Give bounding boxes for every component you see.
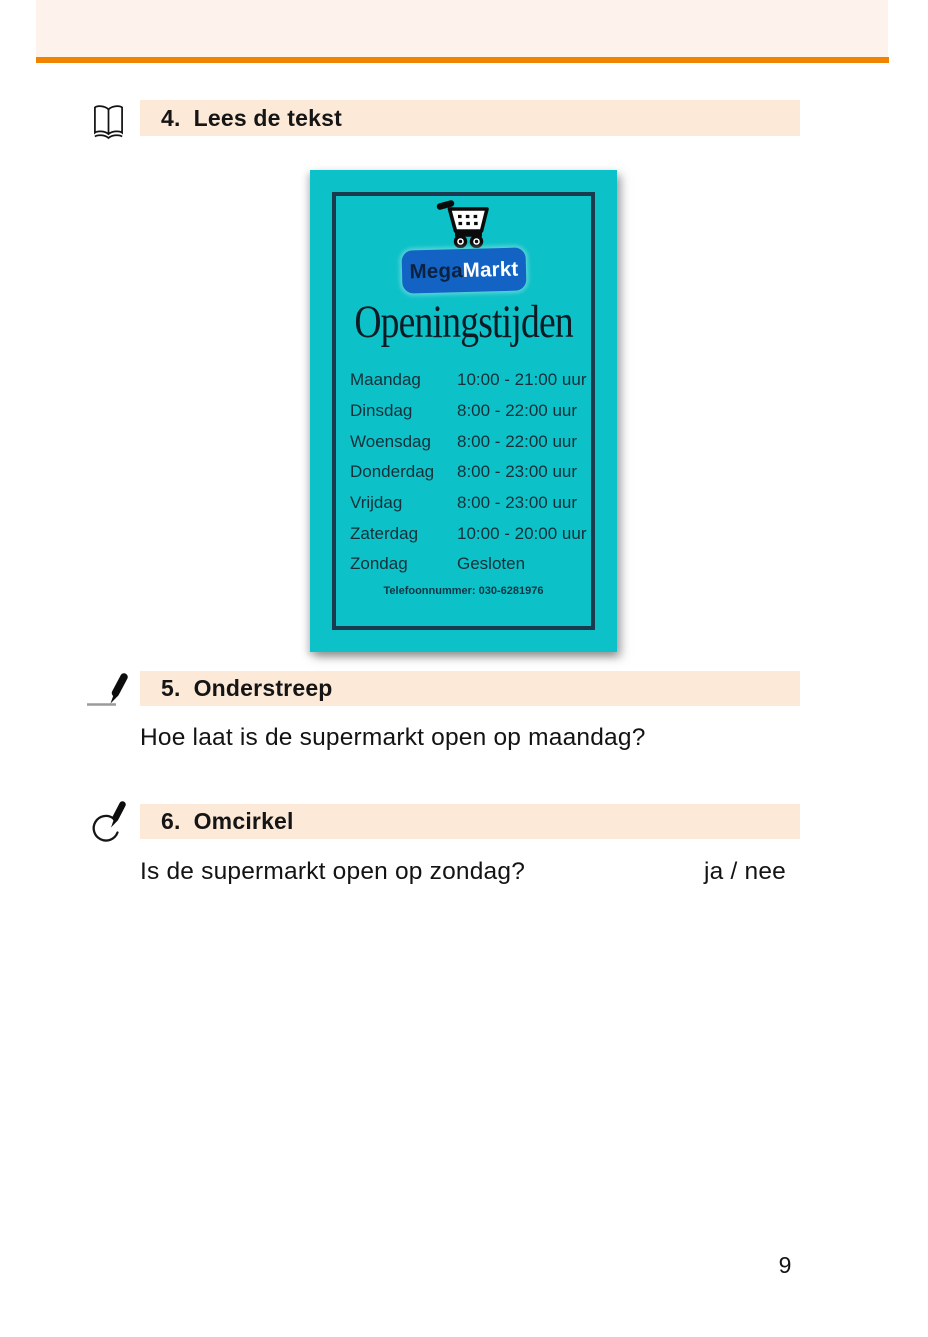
time-value: 8:00 - 23:00 uur	[457, 493, 578, 513]
section-4-number: 4.	[161, 104, 181, 131]
day-label: Zondag	[350, 554, 408, 574]
logo-text-mega: Mega	[408, 258, 463, 283]
day-label: Vrijdag	[350, 493, 403, 513]
shopping-cart-icon	[435, 196, 493, 248]
day-label: Woensdag	[350, 431, 431, 451]
hours-row	[350, 457, 601, 488]
section-4-title: Lees de tekst	[193, 104, 342, 131]
day-label: Maandag	[350, 370, 421, 390]
day-label: Zaterdag	[350, 523, 419, 543]
section-6-number: 6.	[161, 808, 181, 834]
hours-row	[350, 396, 601, 427]
hours-row	[350, 365, 601, 396]
time-value: 8:00 - 22:00 uur	[457, 431, 578, 451]
section-4-header	[140, 100, 800, 136]
logo-text-markt: Markt	[461, 257, 519, 282]
phone-number: Telefoonnummer: 030-6281976	[383, 585, 544, 597]
megamarkt-logo	[401, 247, 526, 293]
poster-title	[310, 297, 617, 349]
hours-table	[350, 365, 601, 580]
question-6-row	[140, 858, 800, 886]
hours-row	[350, 426, 601, 457]
answer-options: ja / nee	[704, 858, 786, 885]
time-value: 10:00 - 20:00 uur	[457, 523, 587, 543]
openingstijden-poster	[310, 170, 617, 652]
section-5-number: 5.	[161, 675, 181, 701]
time-value: 10:00 - 21:00 uur	[457, 370, 587, 390]
day-label: Dinsdag	[350, 401, 413, 421]
day-label: Donderdag	[350, 462, 435, 482]
question-6: Is de supermarkt open op zondag?	[140, 858, 526, 885]
time-value: 8:00 - 22:00 uur	[457, 401, 578, 421]
section-5-title: Onderstreep	[193, 675, 333, 701]
poster-title-text: Openingstijden	[354, 296, 573, 348]
question-5: Hoe laat is de supermarkt open op maandag?	[140, 724, 646, 751]
time-value: 8:00 - 23:00 uur	[457, 462, 578, 482]
section-5-header	[140, 671, 800, 706]
page-number: 9	[778, 1252, 792, 1278]
open-book-icon	[92, 102, 125, 142]
underline-pencil-icon	[85, 671, 131, 709]
header-rule	[36, 57, 889, 63]
hours-row	[350, 518, 601, 549]
hours-row	[350, 488, 601, 519]
hours-row	[350, 549, 601, 580]
header-band	[36, 0, 888, 57]
section-6-title: Omcirkel	[193, 808, 294, 834]
section-6-header	[140, 804, 800, 839]
time-value: Gesloten	[457, 554, 526, 574]
circle-pencil-icon	[84, 801, 130, 851]
